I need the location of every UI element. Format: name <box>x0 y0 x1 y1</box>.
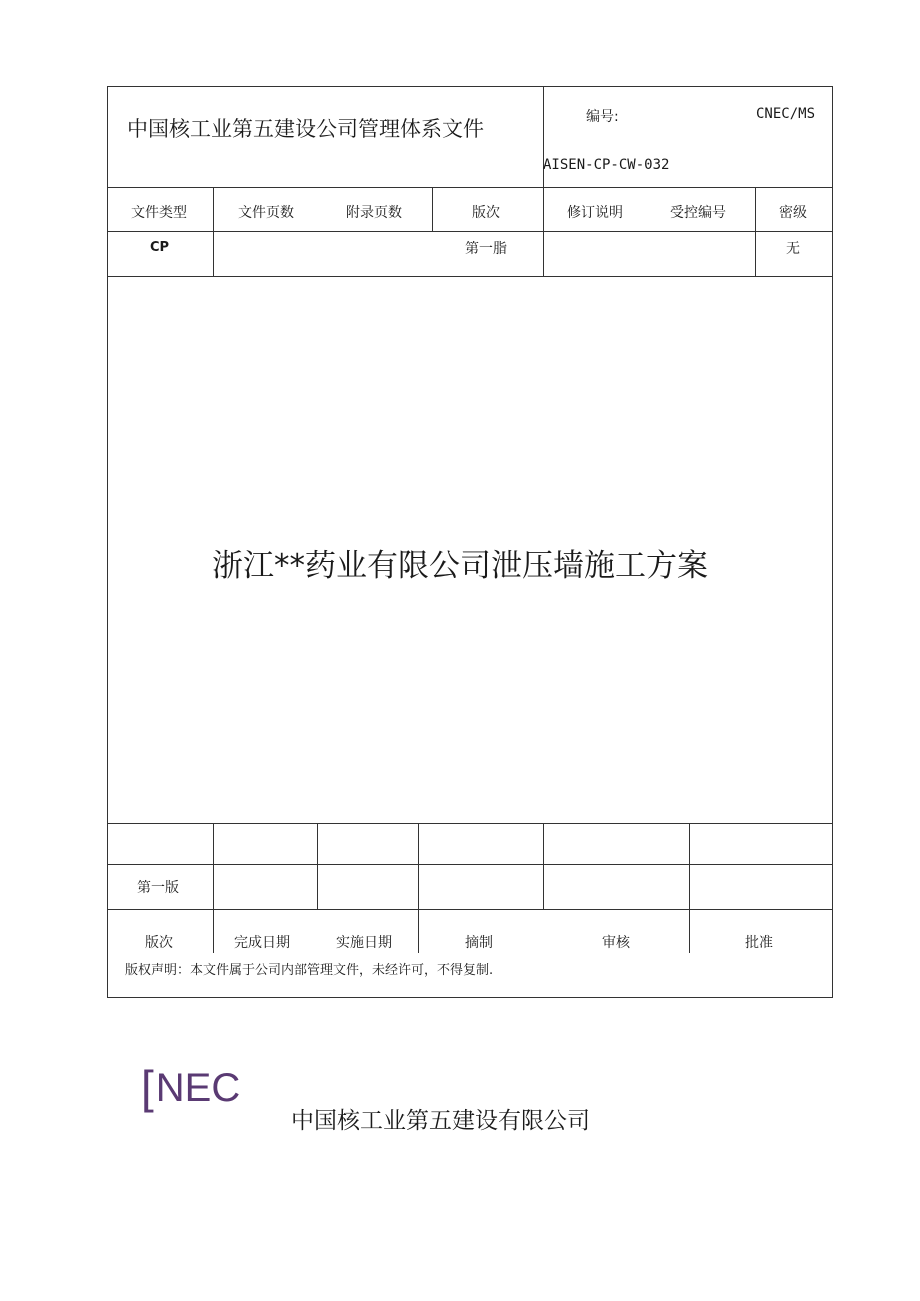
footer-label-review: 审核 <box>602 935 630 951</box>
header-file-type: 文件类型 <box>131 205 187 221</box>
system-title: 中国核工业第五建设公司管理体系文件 <box>127 117 484 141</box>
divider <box>755 187 756 276</box>
divider <box>213 187 214 276</box>
value-secrecy: 无 <box>786 241 800 257</box>
copyright-notice: 版权声明：本文件属于公司内部管理文件，未经许可，不得复制. <box>125 963 494 978</box>
approval-edition-value: 第一版 <box>137 880 179 896</box>
header-secrecy: 密级 <box>779 205 807 221</box>
footer-label-edition: 版次 <box>145 935 173 951</box>
divider <box>689 823 690 953</box>
divider <box>317 823 318 909</box>
header-file-pages: 文件页数 <box>238 205 294 221</box>
doc-number-part2: AISEN-CP-CW-032 <box>543 157 670 173</box>
divider <box>107 187 833 188</box>
logo-bracket: [ <box>141 1061 154 1113</box>
divider <box>107 909 833 910</box>
header-appendix-pages: 附录页数 <box>346 205 402 221</box>
divider <box>107 231 833 232</box>
company-logo <box>141 1058 240 1112</box>
divider <box>418 823 419 953</box>
divider <box>543 823 544 909</box>
divider <box>213 823 214 953</box>
footer-label-implementation-date: 实施日期 <box>336 935 392 951</box>
divider <box>543 86 544 276</box>
header-revision-notes: 修订说明 <box>567 205 623 221</box>
doc-number-label: 编号: <box>586 109 619 125</box>
divider <box>107 864 833 865</box>
company-name: 中国核工业第五建设有限公司 <box>291 1108 590 1134</box>
doc-number-part1: CNEC/MS <box>756 106 816 122</box>
footer-label-completion-date: 完成日期 <box>234 935 290 951</box>
header-edition: 版次 <box>472 205 500 221</box>
footer-label-compiled: 摘制 <box>465 935 493 951</box>
divider <box>107 276 833 277</box>
logo-text: NEC <box>155 1066 241 1110</box>
header-control-number: 受控编号 <box>670 205 726 221</box>
value-file-type: CP <box>150 240 170 255</box>
footer-label-approval: 批准 <box>745 935 773 951</box>
divider <box>107 823 833 824</box>
divider <box>432 187 433 231</box>
main-title: 浙江**药业有限公司泄压墙施工方案 <box>212 548 708 584</box>
value-edition: 第一脂 <box>465 241 507 257</box>
